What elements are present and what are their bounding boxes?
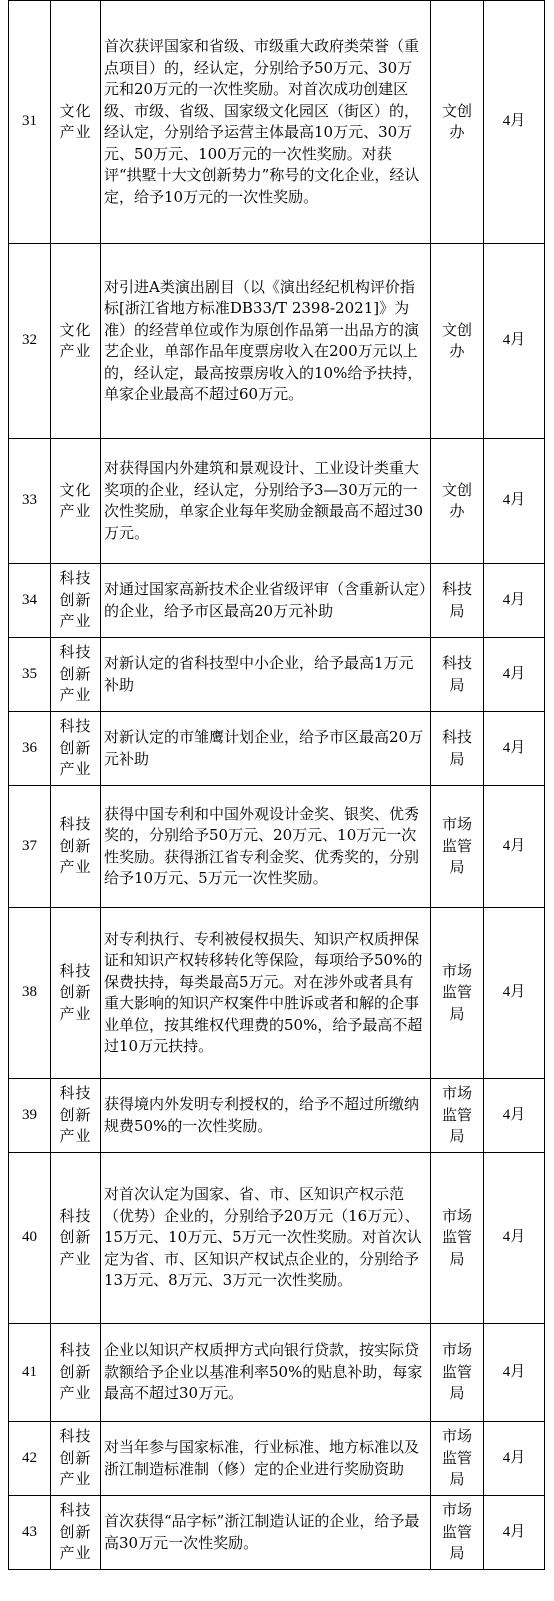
- row-number: 42: [9, 1422, 51, 1496]
- policy-content: 对首次认定为国家、省、市、区知识产权示范（优势）企业的，分别给予20万元（16万元）、15万元、10万元、5万元一次性奖励。对首次认定为省、市、区知识产权试点企业的，分别给予13万元、8万元、3万元一次性奖励。: [101, 1153, 431, 1324]
- policy-content: 对当年参与国家标准，行业标准、地方标准以及浙江制造标准制（修）定的企业进行奖励资助: [101, 1422, 431, 1496]
- table-row: [9, 1, 545, 244]
- table-row: [9, 786, 545, 908]
- row-number: 35: [9, 638, 51, 712]
- table-row: [9, 564, 545, 638]
- row-number: 41: [9, 1324, 51, 1422]
- row-number: 38: [9, 908, 51, 1079]
- row-number: 32: [9, 244, 51, 439]
- industry-category: 科技创新产业: [59, 569, 92, 631]
- month-cell: 4月: [484, 1324, 545, 1422]
- responsible-department: 文创办: [441, 320, 472, 360]
- table-row: [9, 712, 545, 786]
- row-number: 40: [9, 1153, 51, 1324]
- policy-content: 对获得国内外建筑和景观设计、工业设计类重大奖项的企业，经认定，分别给予3—30万元的一次性奖励，单家企业每年奖励金额最高不超过30万元。: [101, 439, 431, 564]
- policy-table: [8, 0, 545, 1570]
- row-number: 39: [9, 1079, 51, 1153]
- month-cell: 4月: [484, 786, 545, 908]
- industry-category: 科技创新产业: [59, 1427, 92, 1489]
- table-row: [9, 1422, 545, 1496]
- table-row: [9, 1079, 545, 1153]
- policy-content: 对新认定的省科技型中小企业，给予最高1万元补助: [101, 638, 431, 712]
- responsible-department: 科技局: [441, 728, 472, 768]
- responsible-department: 市场监管局: [441, 815, 472, 877]
- month-cell: 4月: [484, 564, 545, 638]
- month-cell: 4月: [484, 1422, 545, 1496]
- responsible-department: 市场监管局: [441, 1341, 472, 1403]
- month-cell: 4月: [484, 1, 545, 244]
- table-row: [9, 638, 545, 712]
- industry-category: 科技创新产业: [59, 1084, 92, 1146]
- row-number: 36: [9, 712, 51, 786]
- industry-category: 文化产业: [59, 320, 92, 360]
- month-cell: 4月: [484, 439, 545, 564]
- responsible-department: 市场监管局: [441, 961, 472, 1023]
- industry-category: 科技创新产业: [59, 643, 92, 705]
- industry-category: 科技创新产业: [59, 717, 92, 779]
- responsible-department: 文创办: [441, 101, 472, 141]
- responsible-department: 市场监管局: [441, 1501, 472, 1563]
- row-number: 43: [9, 1496, 51, 1570]
- industry-category: 科技创新产业: [59, 1501, 92, 1563]
- industry-category: 文化产业: [59, 480, 92, 520]
- month-cell: 4月: [484, 1496, 545, 1570]
- industry-category: 科技创新产业: [59, 1341, 92, 1403]
- row-number: 31: [9, 1, 51, 244]
- table-row: [9, 908, 545, 1079]
- industry-category: 科技创新产业: [59, 961, 92, 1023]
- responsible-department: 科技局: [441, 580, 472, 620]
- responsible-department: 文创办: [441, 480, 472, 520]
- row-number: 33: [9, 439, 51, 564]
- month-cell: 4月: [484, 712, 545, 786]
- policy-content: 企业以知识产权质押方式向银行贷款，按实际贷款额给予企业以基准利率50%的贴息补助，每家最高不超过30万元。: [101, 1324, 431, 1422]
- industry-category: 文化产业: [59, 101, 92, 141]
- policy-table-body: [9, 1, 545, 1570]
- policy-content: 首次获得“品字标”浙江制造认证的企业，给予最高30万元一次性奖励。: [101, 1496, 431, 1570]
- table-row: [9, 1496, 545, 1570]
- policy-content: 获得中国专利和中国外观设计金奖、银奖、优秀奖的，分别给予50万元、20万元、10万元一次性奖励。获得浙江省专利金奖、优秀奖的，分别给予10万元、5万元一次性奖励。: [101, 786, 431, 908]
- month-cell: 4月: [484, 1153, 545, 1324]
- policy-content: 对专利执行、专利被侵权损失、知识产权质押保证和知识产权转移转化等保险，每项给予50%的保费扶持，每类最高5万元。对在涉外或者具有重大影响的知识产权案件中胜诉或者和解的企事业单位，按其维权代理费的50%，给予最高不超过10万元扶持。: [101, 908, 431, 1079]
- policy-content: 对引进A类演出剧目（以《演出经纪机构评价指标[浙江省地方标准DB33/T 2398-2021]》为准）的经营单位或作为原创作品第一出品方的演艺企业，单部作品年度票房收入在200万元以上的，经认定，最高按票房收入的10%给予扶持，单家企业最高不超过60万元。: [101, 244, 431, 439]
- policy-content: 对通过国家高新技术企业省级评审（含重新认定）的企业，给予市区最高20万元补助: [101, 564, 431, 638]
- month-cell: 4月: [484, 638, 545, 712]
- row-number: 37: [9, 786, 51, 908]
- responsible-department: 市场监管局: [441, 1427, 472, 1489]
- policy-content: 首次获评国家和省级、市级重大政府类荣誉（重点项目）的，经认定，分别给予50万元、30万元和20万元的一次性奖励。对首次成功创建区级、市级、省级、国家级文化园区（街区）的，经认定，分别给予运营主体最高10万元、30万元、50万元、100万元的一次性奖励。对获评“拱墅十大文创新势力”称号的文化企业，经认定，给予10万元的一次性奖励。: [101, 1, 431, 244]
- responsible-department: 市场监管局: [441, 1206, 472, 1268]
- policy-content: 获得境内外发明专利授权的，给予不超过所缴纳规费50%的一次性奖励。: [101, 1079, 431, 1153]
- table-row: [9, 1324, 545, 1422]
- table-row: [9, 1153, 545, 1324]
- industry-category: 科技创新产业: [59, 815, 92, 877]
- month-cell: 4月: [484, 908, 545, 1079]
- policy-content: 对新认定的市雏鹰计划企业，给予市区最高20万元补助: [101, 712, 431, 786]
- row-number: 34: [9, 564, 51, 638]
- responsible-department: 市场监管局: [441, 1084, 472, 1146]
- month-cell: 4月: [484, 244, 545, 439]
- table-row: [9, 439, 545, 564]
- responsible-department: 科技局: [441, 654, 472, 694]
- industry-category: 科技创新产业: [59, 1206, 92, 1268]
- month-cell: 4月: [484, 1079, 545, 1153]
- table-row: [9, 244, 545, 439]
